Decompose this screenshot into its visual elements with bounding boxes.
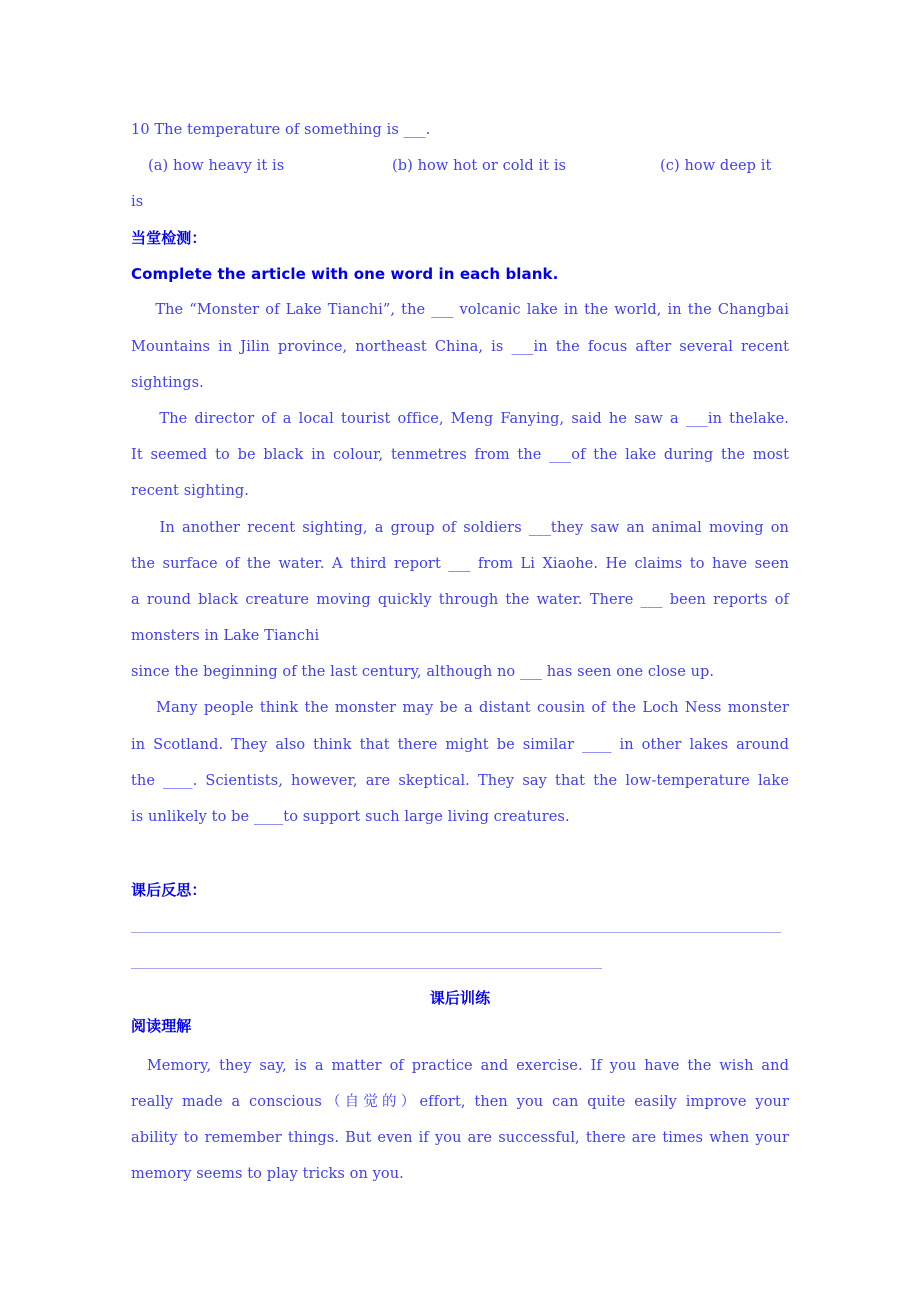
article-line: the surface of the water. A third report ___ from Li Xiaohe. He claims to have seen — [131, 556, 789, 572]
reflection-answer-line[interactable] — [131, 932, 781, 933]
reading-line: ability to remember things. But even if you are successful, there are times when your — [131, 1130, 789, 1146]
article-line: It seemed to be black in colour, tenmetres from the ___of the lake during the most — [131, 447, 789, 463]
reflection-answer-line[interactable] — [131, 968, 602, 969]
article-line: a round black creature moving quickly through the water. There ___ been reports of — [131, 592, 789, 608]
in-class-test-heading: 当堂检测： — [131, 229, 207, 247]
question-10-stem: 10 The temperature of something is ___. — [131, 122, 431, 138]
reflection-heading: 课后反思： — [131, 881, 207, 899]
article-line: is unlikely to be ____to support such large living creatures. — [131, 809, 570, 825]
option-c: (c) how deep it — [660, 158, 772, 174]
article-line: monsters in Lake Tianchi — [131, 628, 320, 644]
option-b: (b) how hot or cold it is — [392, 158, 567, 174]
reading-line: memory seems to play tricks on you. — [131, 1166, 404, 1182]
reading-section-heading: 阅读理解 — [131, 1017, 192, 1035]
article-line: Mountains in Jilin province, northeast China, is ___in the focus after several recent — [131, 339, 789, 355]
reading-line: really made a conscious（自觉的）effort, then you can quite easily improve your — [131, 1094, 789, 1110]
article-line: the ____. Scientists, however, are skeptical. They say that the low-temperature lake — [131, 773, 789, 789]
article-line: in Scotland. They also think that there might be similar ____ in other lakes around — [131, 737, 789, 753]
article-line: The director of a local tourist office, Meng Fanying, said he saw a ___in thelake. — [131, 411, 789, 427]
article-line: since the beginning of the last century, although no ___ has seen one close up. — [131, 664, 715, 680]
after-class-title: 课后训练 — [429, 989, 491, 1007]
article-line: Many people think the monster may be a distant cousin of the Loch Ness monster — [131, 700, 789, 716]
reading-line: Memory, they say, is a matter of practice and exercise. If you have the wish and — [131, 1058, 789, 1074]
article-line: The “Monster of Lake Tianchi”, the ___ volcanic lake in the world, in the Changbai — [131, 302, 789, 318]
instruction-text: Complete the article with one word in each blank. — [131, 265, 559, 283]
article-line: sightings. — [131, 375, 204, 391]
option-c-wrap: is — [131, 194, 144, 210]
option-a: (a) how heavy it is — [148, 158, 285, 174]
article-line: recent sighting. — [131, 483, 249, 499]
article-line: In another recent sighting, a group of soldiers ___they saw an animal moving on — [131, 520, 789, 536]
